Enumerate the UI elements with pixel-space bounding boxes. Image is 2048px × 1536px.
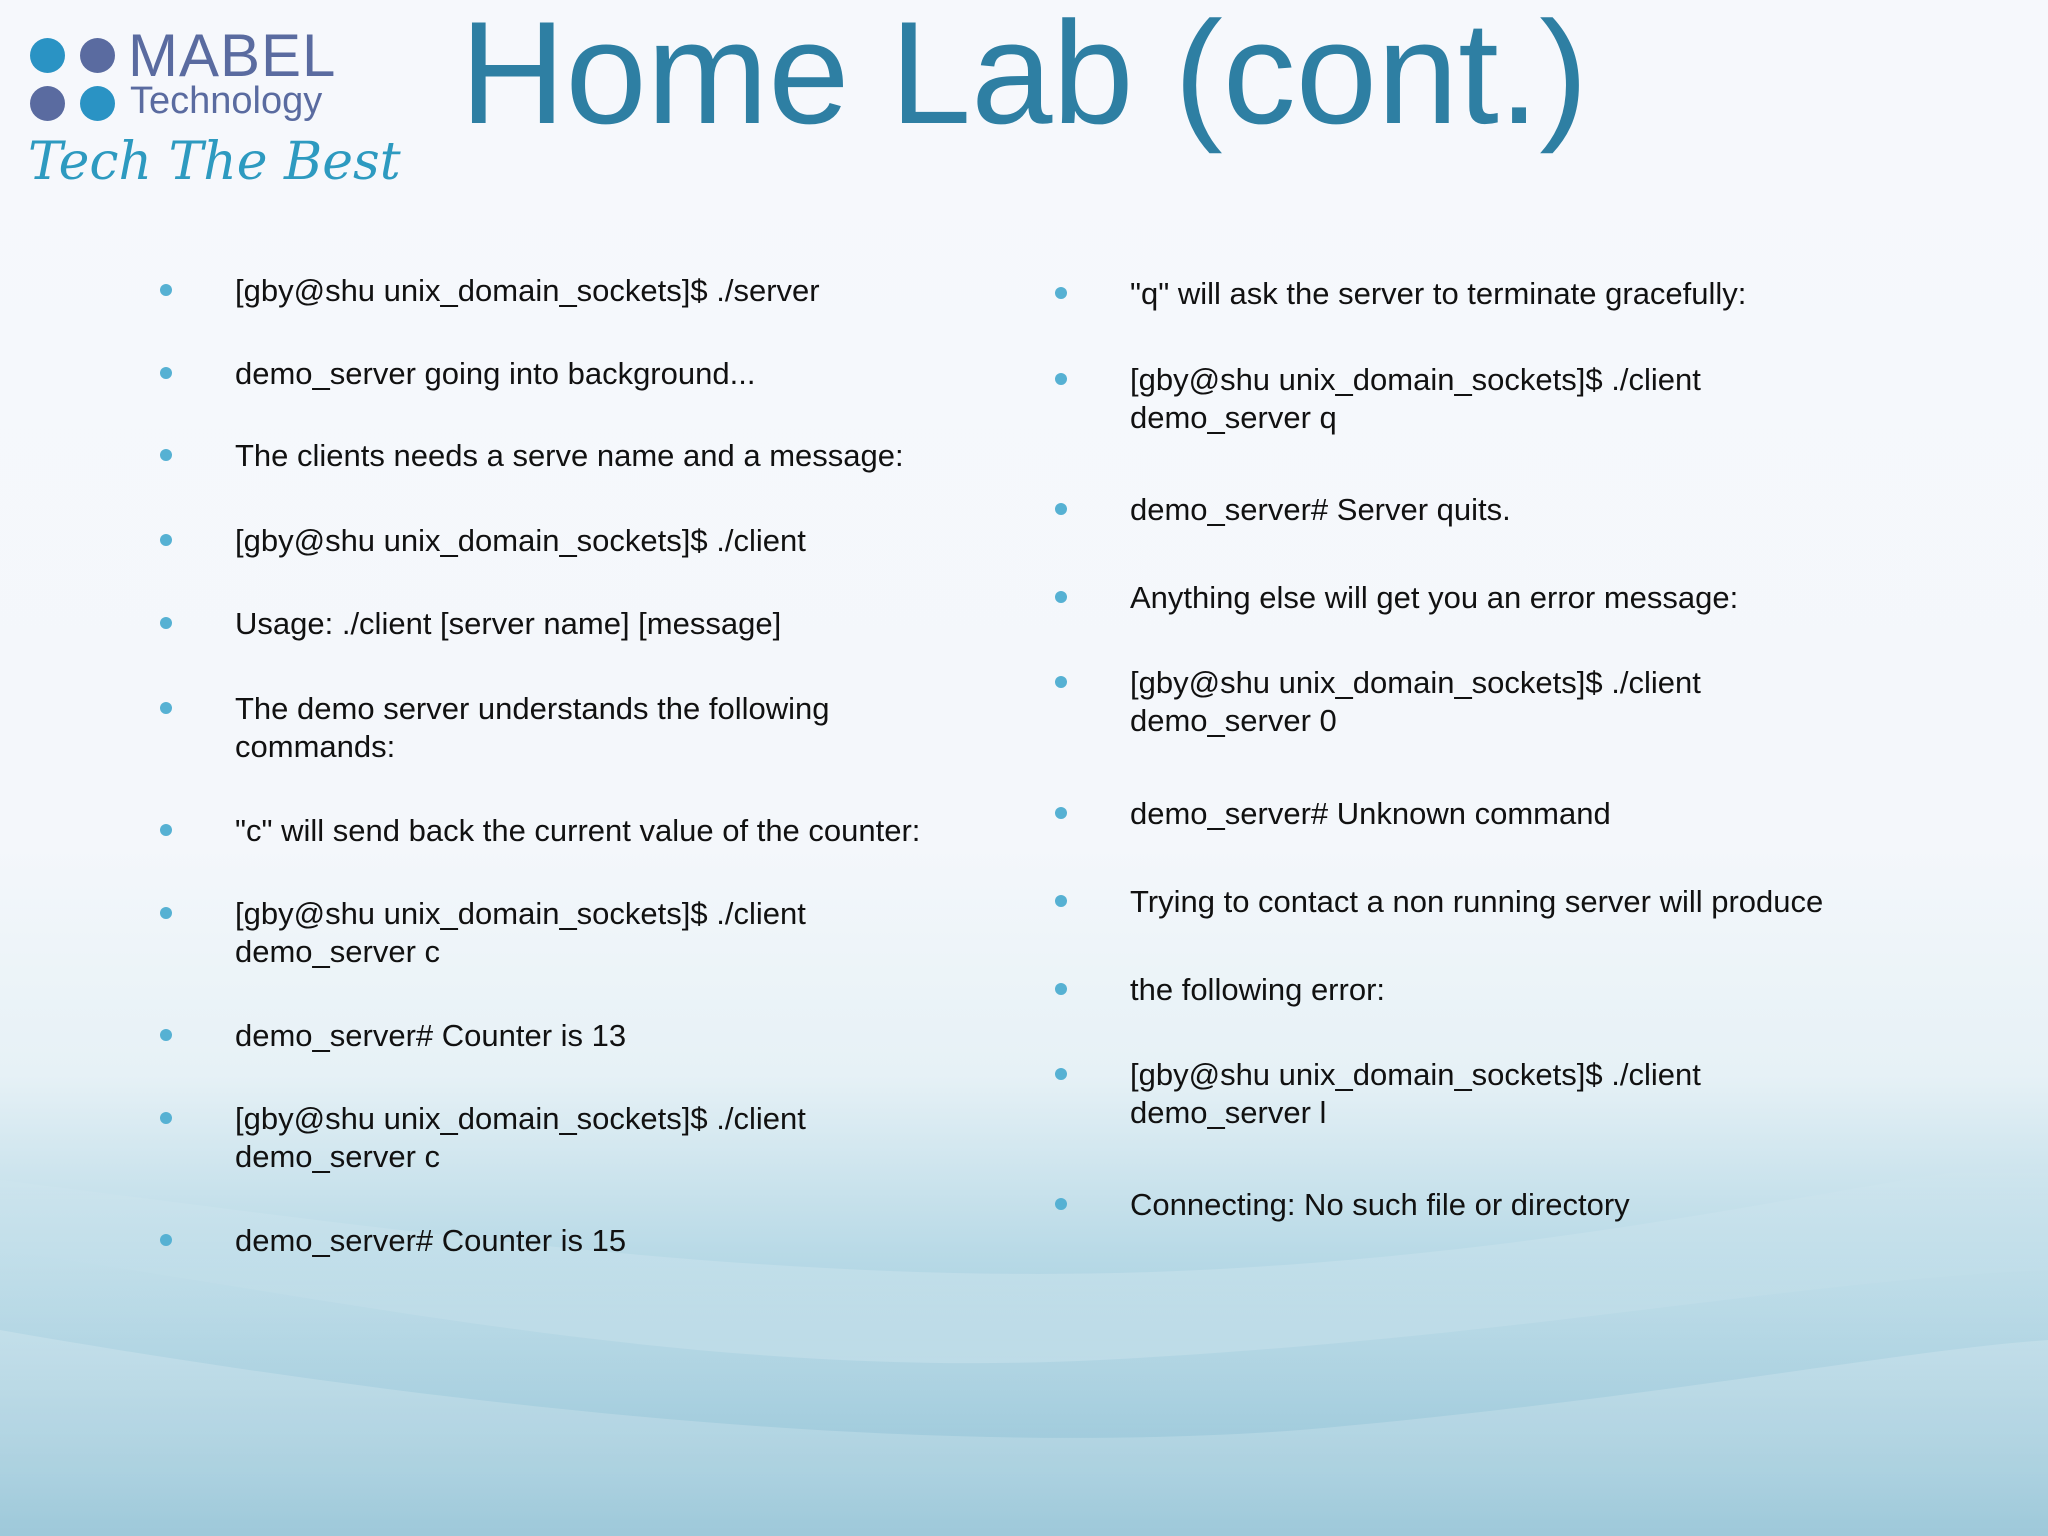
bullet-text: Trying to contact a non running server will produce <box>1130 884 1824 919</box>
bullet-icon <box>160 284 172 296</box>
bullet-item <box>155 1017 975 1055</box>
bullet-item <box>155 355 975 393</box>
bullet-text: The clients needs a serve name and a message: <box>235 438 904 473</box>
bullet-item <box>1050 275 1950 313</box>
logo-dot <box>80 86 115 121</box>
bullet-item <box>155 895 975 971</box>
bullet-text: [gby@shu unix_domain_sockets]$ ./server <box>235 273 820 308</box>
bullet-icon <box>160 534 172 546</box>
bullet-item <box>1050 971 1950 1009</box>
logo-subtitle: Technology <box>130 80 323 122</box>
company-logo <box>28 22 401 203</box>
bullet-icon <box>1055 373 1067 385</box>
bullet-item <box>155 522 975 560</box>
bullet-icon <box>160 1234 172 1246</box>
bullet-item <box>155 437 975 475</box>
bullet-item <box>1050 795 1950 833</box>
bullet-item <box>1050 579 1950 617</box>
bullet-icon <box>160 824 172 836</box>
bullet-item <box>1050 491 1950 529</box>
logo-tagline: Tech The Best <box>28 132 401 192</box>
bullet-icon <box>160 617 172 629</box>
bullet-text: demo_server# Unknown command <box>1130 796 1611 831</box>
bullet-item <box>155 272 975 310</box>
bullet-icon <box>160 1029 172 1041</box>
bullet-icon <box>160 1112 172 1124</box>
bullet-item <box>155 605 975 643</box>
logo-dot <box>80 38 115 73</box>
bullet-icon <box>1055 1198 1067 1210</box>
bullet-text: demo_server# Counter is 15 <box>235 1223 627 1258</box>
bullet-text: Connecting: No such file or directory <box>1130 1187 1630 1222</box>
bullet-item <box>1050 883 1950 921</box>
bullet-item <box>155 1222 975 1260</box>
bullet-text: "c" will send back the current value of the counter: <box>235 813 921 848</box>
bullet-item <box>1050 361 1950 437</box>
logo-dot <box>30 38 65 73</box>
bullet-text: "q" will ask the server to terminate gracefully: <box>1130 276 1747 311</box>
bullet-item <box>1050 1056 1950 1132</box>
bullet-text: [gby@shu unix_domain_sockets]$ ./client demo_server l <box>1130 1057 1701 1130</box>
logo-brand: MABEL <box>128 22 337 89</box>
bullet-item <box>155 812 975 850</box>
bullet-text: the following error: <box>1130 972 1386 1007</box>
bullet-icon <box>1055 895 1067 907</box>
bullet-item <box>155 690 975 766</box>
bullet-icon <box>1055 287 1067 299</box>
bullet-text: Anything else will get you an error message: <box>1130 580 1739 615</box>
bullet-icon <box>160 367 172 379</box>
logo-dot <box>30 86 65 121</box>
bullet-icon <box>160 907 172 919</box>
bullet-text: demo_server# Counter is 13 <box>235 1018 627 1053</box>
bullet-text: [gby@shu unix_domain_sockets]$ ./client demo_server q <box>1130 362 1701 435</box>
bullet-text: [gby@shu unix_domain_sockets]$ ./client demo_server c <box>235 1101 806 1174</box>
bullet-icon <box>1055 807 1067 819</box>
bullet-icon <box>160 702 172 714</box>
bullet-text: demo_server going into background... <box>235 356 756 391</box>
bullet-icon <box>1055 676 1067 688</box>
bullet-text: [gby@shu unix_domain_sockets]$ ./client demo_server c <box>235 896 806 969</box>
bullet-icon <box>1055 983 1067 995</box>
bullet-item <box>155 1100 975 1176</box>
bullet-icon <box>160 449 172 461</box>
bullet-text: Usage: ./client [server name] [message] <box>235 606 782 641</box>
logo-dots-icon <box>28 32 124 124</box>
bullet-text: demo_server# Server quits. <box>1130 492 1511 527</box>
bullet-item <box>1050 664 1950 740</box>
bullet-text: [gby@shu unix_domain_sockets]$ ./client <box>235 523 806 558</box>
bullet-icon <box>1055 503 1067 515</box>
bullet-item <box>1050 1186 1950 1224</box>
bullet-icon <box>1055 1068 1067 1080</box>
bullet-text: [gby@shu unix_domain_sockets]$ ./client demo_server 0 <box>1130 665 1701 738</box>
bullet-text: The demo server understands the following commands: <box>235 691 830 764</box>
bullet-icon <box>1055 591 1067 603</box>
slide-title: Home Lab (cont.) <box>460 0 1588 154</box>
